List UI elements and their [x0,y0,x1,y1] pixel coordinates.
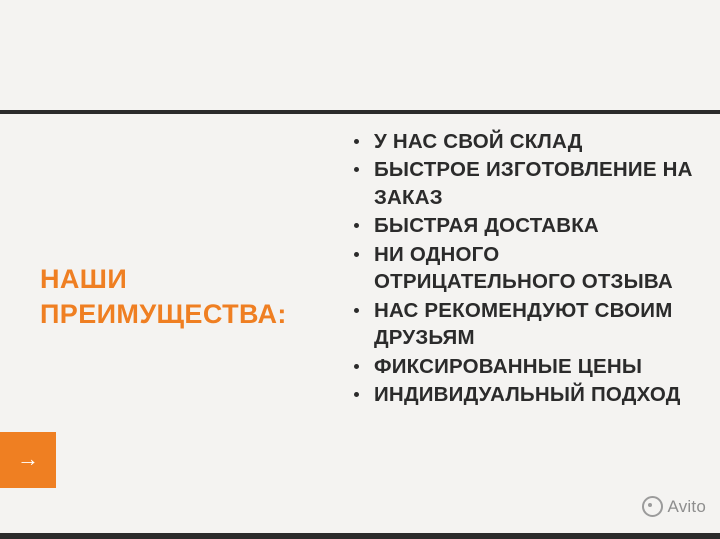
list-item: НАС РЕКОМЕНДУЮТ СВОИМ ДРУЗЬЯМ [352,297,702,352]
list-item: НИ ОДНОГО ОТРИЦАТЕЛЬНОГО ОТЗЫВА [352,241,702,296]
arrow-right-icon: → [17,446,39,471]
page-title [40,262,340,331]
avito-logo-icon [642,496,663,517]
top-divider-rule [0,110,720,114]
list-item: ФИКСИРОВАННЫЕ ЦЕНЫ [352,353,702,380]
list-item: ИНДИВИДУАЛЬНЫЙ ПОДХОД [352,381,702,408]
page-title-line-1: НАШИ [40,264,128,294]
advantages-list [352,128,702,410]
list-item: БЫСТРАЯ ДОСТАВКА [352,212,702,239]
avito-watermark-label: Avito [667,496,706,516]
avito-watermark [642,496,707,517]
list-item: БЫСТРОЕ ИЗГОТОВЛЕНИЕ НА ЗАКАЗ [352,156,702,211]
bottom-divider-rule [0,533,720,539]
list-item: У НАС СВОЙ СКЛАД [352,128,702,155]
top-band [0,0,720,110]
next-arrow-button[interactable] [0,432,56,488]
page-title-line-2: ПРЕИМУЩЕСТВА: [40,298,287,329]
